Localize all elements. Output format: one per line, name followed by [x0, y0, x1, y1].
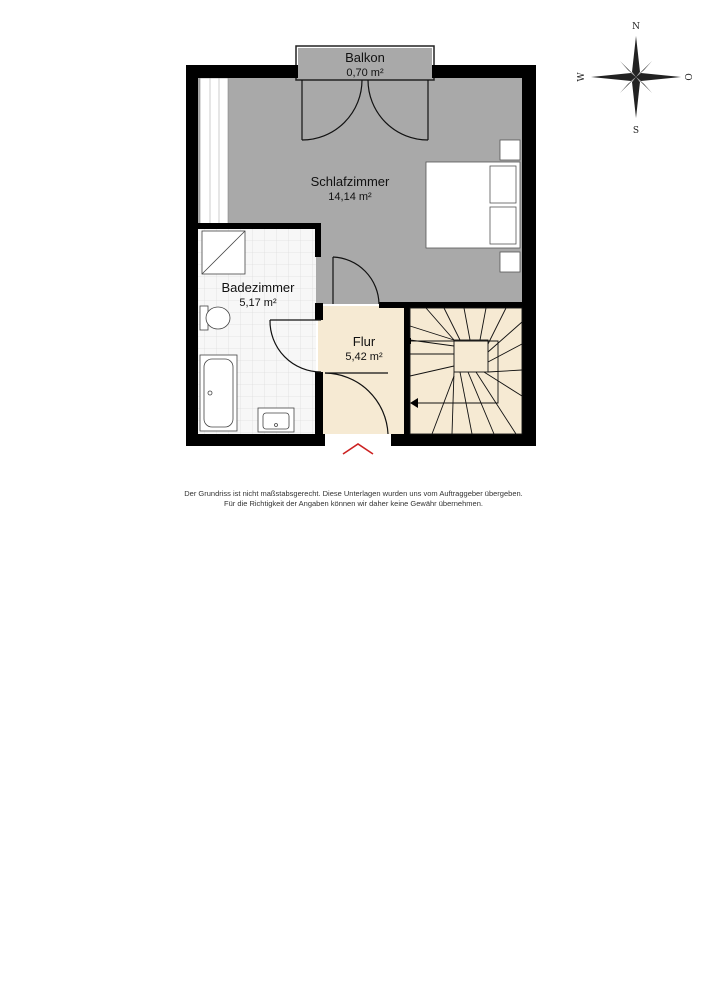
shower	[202, 231, 245, 274]
balkon-label: Balkon	[345, 50, 385, 65]
compass-s: S	[632, 126, 640, 136]
balkon-area: 0,70 m²	[346, 67, 384, 79]
flur-label: Flur	[352, 334, 376, 349]
entrance-marker	[343, 444, 373, 454]
washbasin	[258, 408, 294, 432]
schlafzimmer-area: 14,14 m²	[328, 191, 372, 203]
badezimmer-area: 5,17 m²	[239, 297, 277, 309]
window-strip	[200, 78, 228, 224]
stair-start-marker	[405, 338, 411, 344]
toilet	[200, 306, 230, 330]
schlafzimmer-label: Schlafzimmer	[310, 174, 390, 189]
compass-n: N	[632, 22, 640, 32]
compass-w: W	[577, 72, 587, 82]
compass-o: O	[682, 73, 692, 81]
flur-floor	[318, 306, 522, 434]
badezimmer-label: Badezimmer	[221, 280, 295, 295]
flur-area: 5,42 m²	[345, 351, 383, 363]
disclaimer-line-1: Der Grundriss ist nicht maßstabsgerecht. Diese Unterlagen wurden uns vom Auftraggeber übergeben.	[184, 489, 523, 498]
disclaimer	[100, 489, 607, 509]
disclaimer-line-2: Für die Richtigkeit der Angaben können wir daher keine Gewähr übernehmen.	[224, 499, 483, 508]
bathtub	[200, 355, 237, 431]
compass-rose	[591, 36, 681, 118]
